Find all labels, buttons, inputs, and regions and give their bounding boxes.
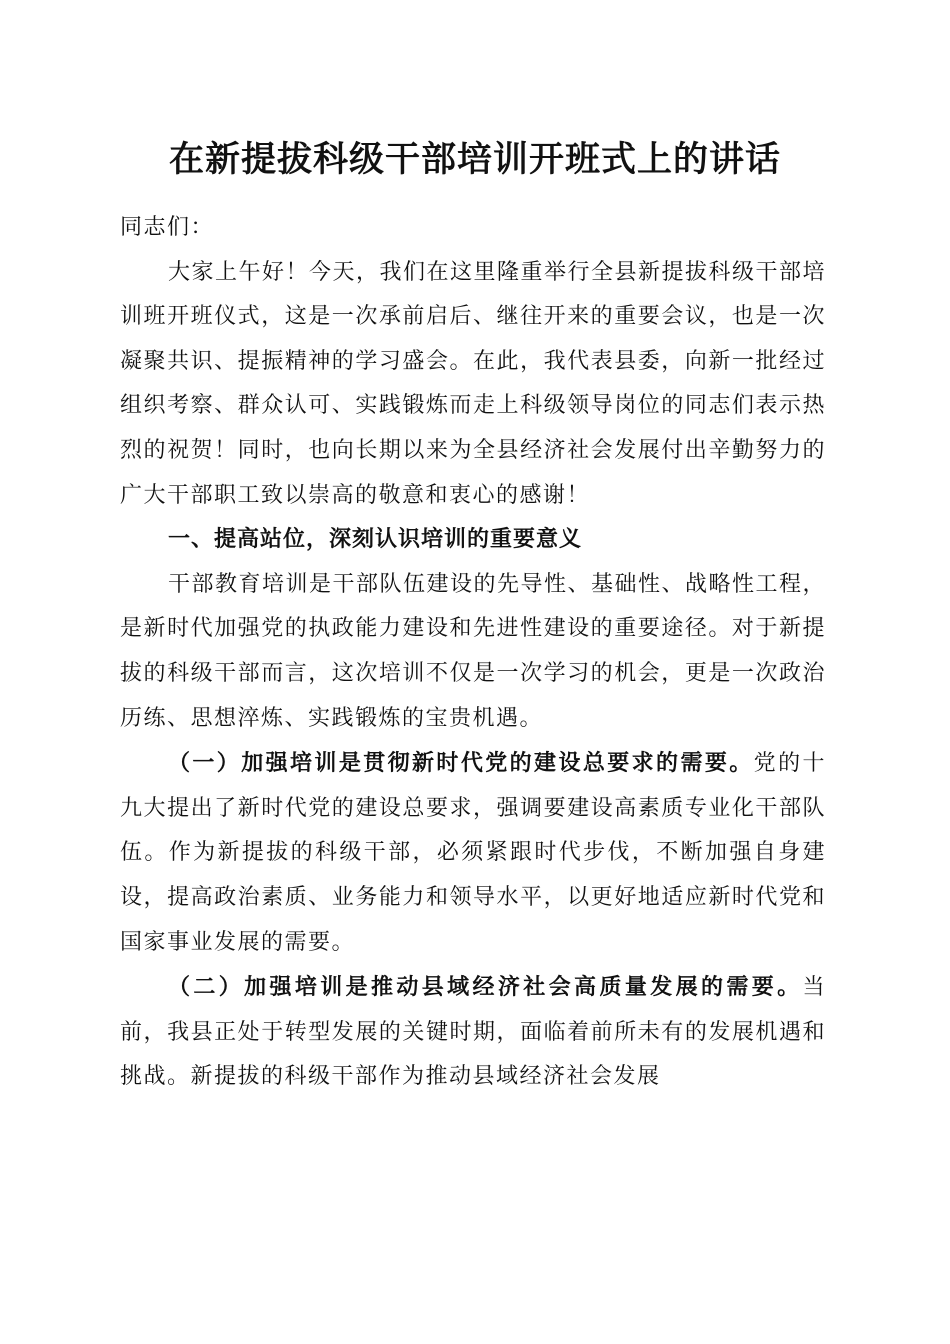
point-one-text: 党的十九大提出了新时代党的建设总要求，强调要建设高素质专业化干部队伍。作为新提拔的科级干部，必须紧跟时代步伐，不断加强自身建设，提高政治素质、业务能力和领导水平，以更好地适应新时代党和国家事业发展的需要。 [120,751,826,955]
document-title: 在新提拔科级干部培训开班式上的讲话 [168,139,781,180]
opening-paragraph: 大家上午好！今天，我们在这里隆重举行全县新提拔科级干部培训班开班仪式，这是一次承前启后、继往开来的重要会议，也是一次凝聚共识、提振精神的学习盛会。在此，我代表县委，向新一批经过组织考察、群众认可、实践锻炼而走上科级领导岗位的同志们表示热烈的祝贺！同时，也向长期以来为全县经济社会发展付出辛勤努力的广大干部职工致以崇高的敬意和衷心的感谢！ [120,259,827,508]
section-heading: 一、提高站位，深刻认识培训的重要意义 [168,527,583,553]
point-one-paragraph [120,741,826,965]
salutation: 同志们： [120,215,215,240]
section-intro-paragraph: 干部教育培训是干部队伍建设的先导性、基础性、战略性工程，是新时代加强党的执政能力建设和先进性建设的重要途径。对于新提拔的科级干部而言，这次培训不仅是一次学习的机会，更是一次政治历练、思想淬炼、实践锻炼的宝贵机遇。 [120,571,827,731]
point-two-text: 当前，我县正处于转型发展的关键时期，面临着前所未有的发展机遇和挑战。新提拔的科级干部作为推动县域经济社会发展 [120,975,826,1090]
point-one-lead: （一）加强培训是贯彻新时代党的建设总要求的需要。 [168,750,754,777]
point-two-paragraph [120,965,826,1100]
point-two-lead: （二）加强培训是推动县域经济社会高质量发展的需要。 [168,974,803,1001]
document-body [120,206,826,1100]
